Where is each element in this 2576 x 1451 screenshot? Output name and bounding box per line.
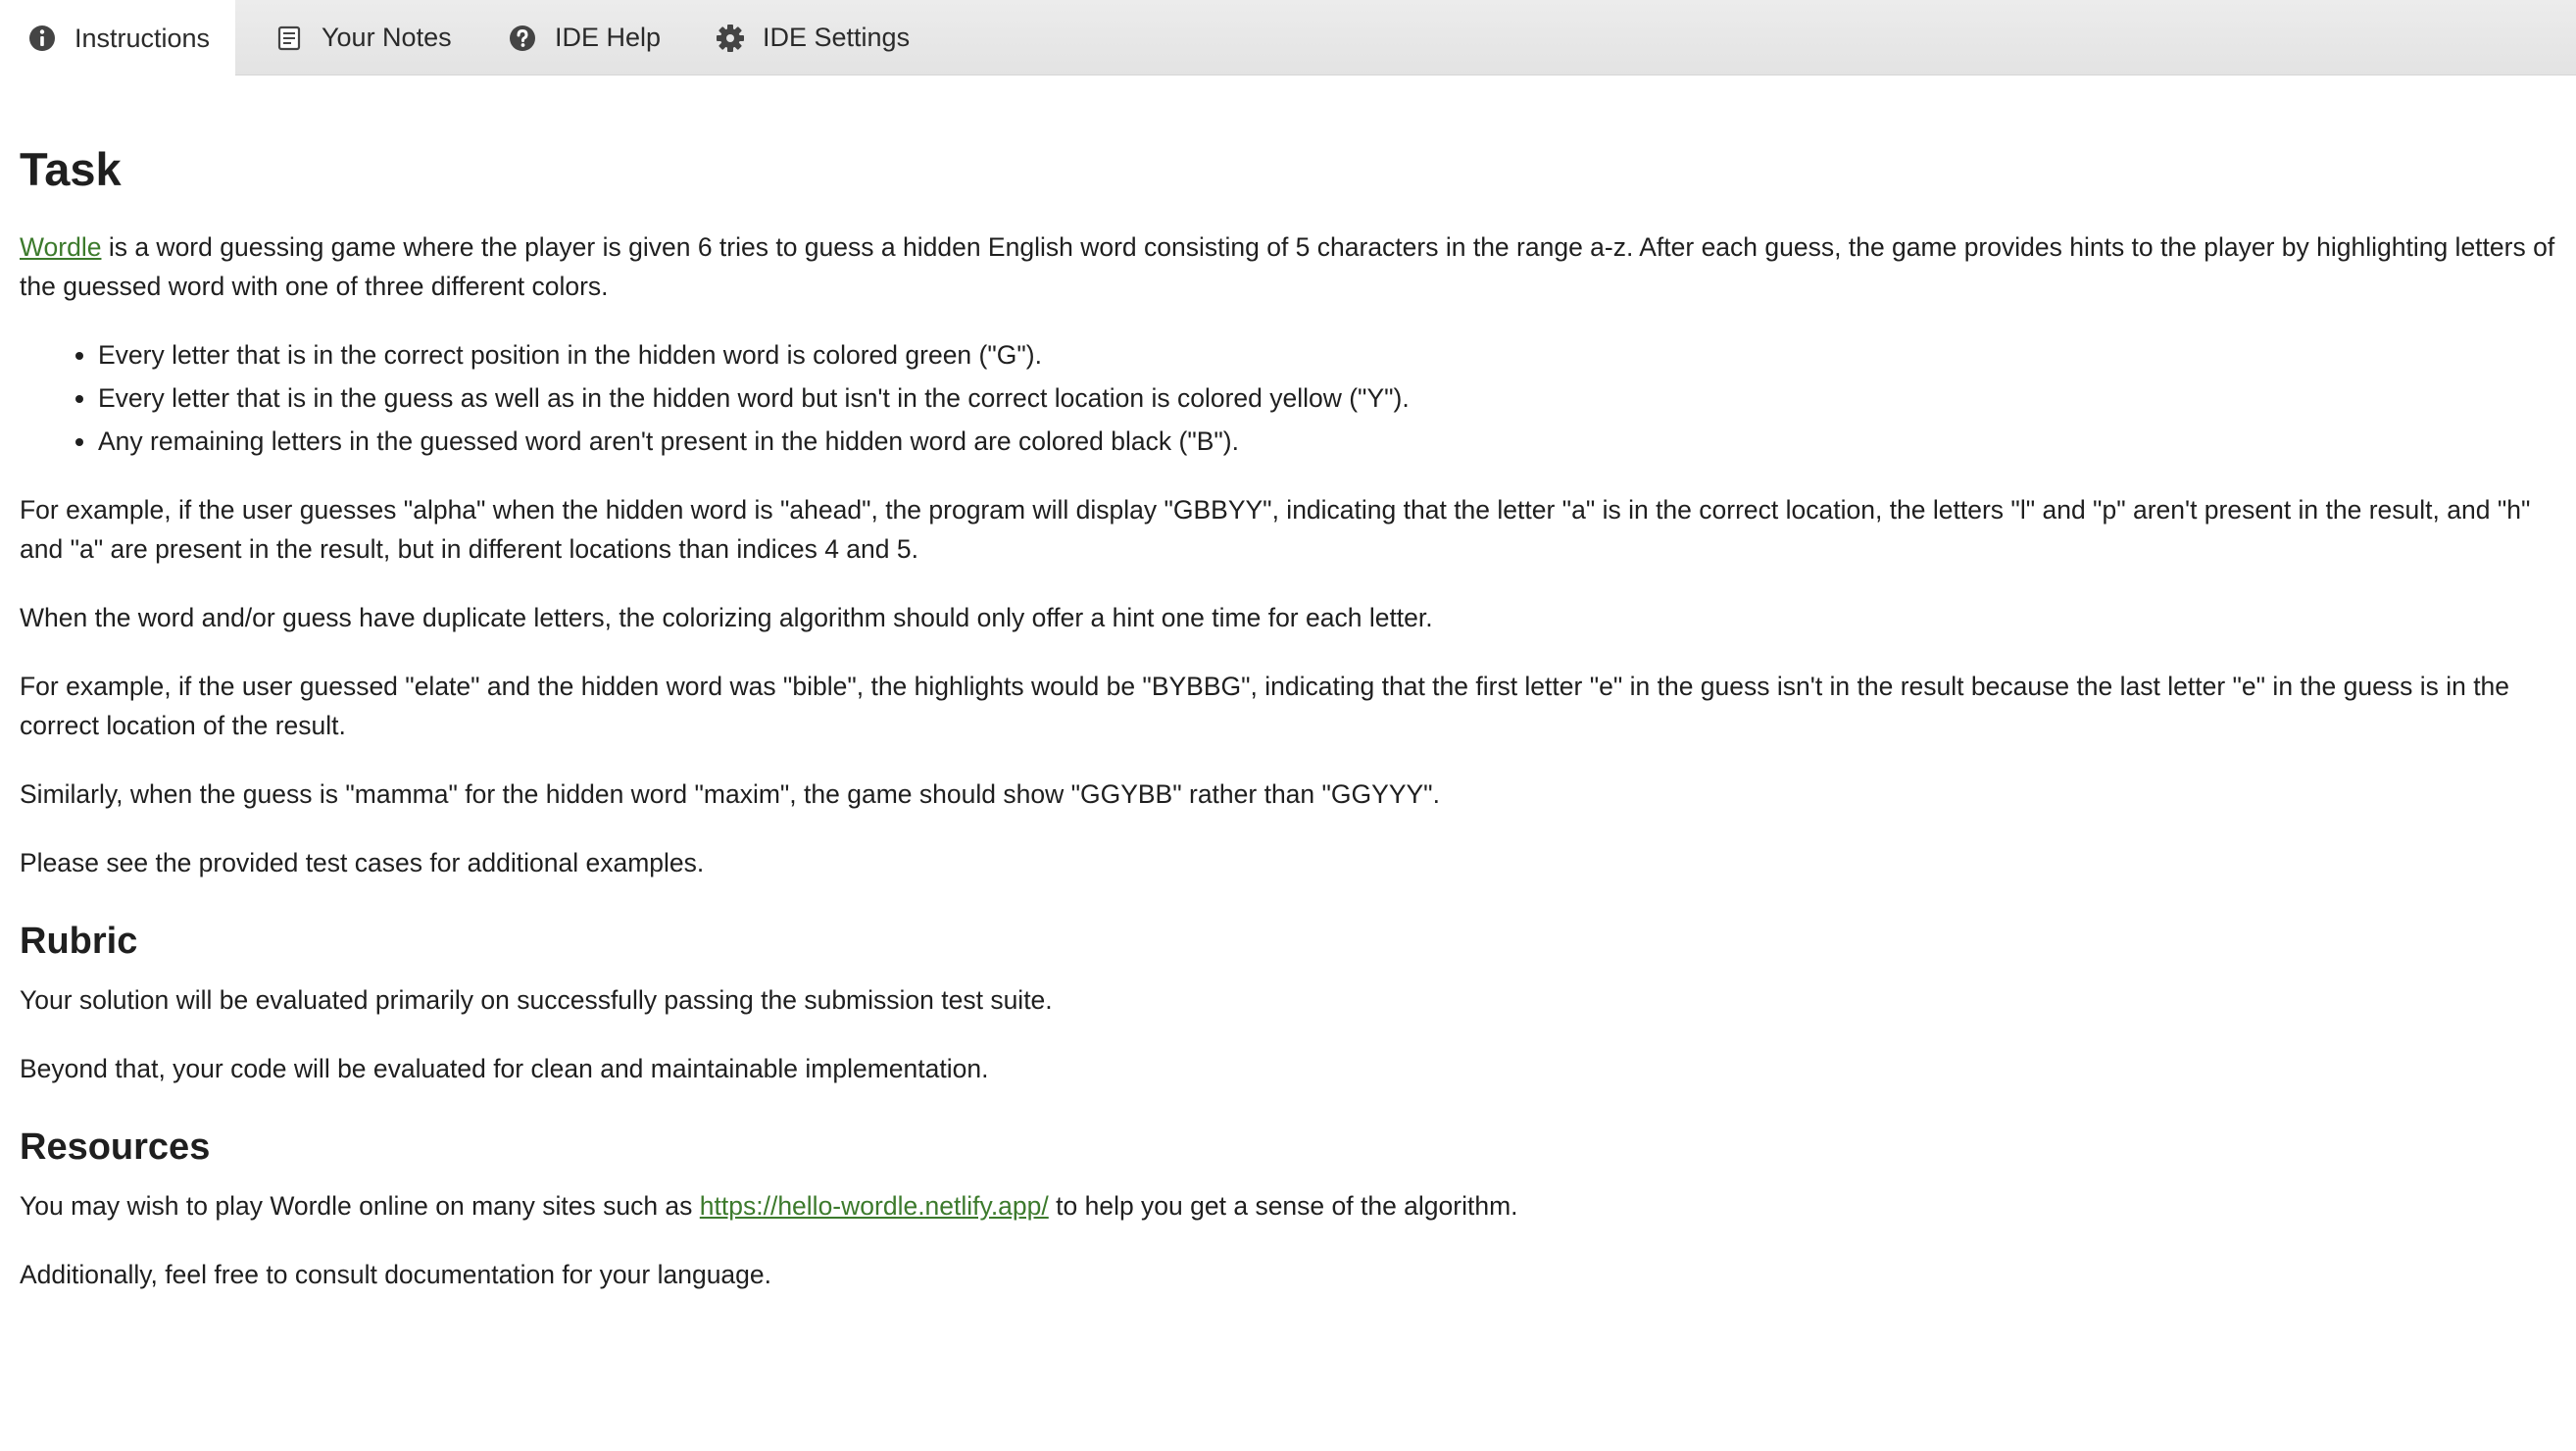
gear-icon xyxy=(716,24,745,53)
instructions-content xyxy=(20,135,2558,1324)
tab-bar xyxy=(0,0,2576,75)
list-item: • Every letter that is in the guess as well as in the hidden word but isn't in the correct location is colored yellow ("Y"). xyxy=(98,378,2558,418)
resources-text-before: You may wish to play Wordle online on many sites such as xyxy=(20,1191,700,1221)
tab-instructions-label: Instructions xyxy=(74,23,211,53)
tab-your-notes[interactable] xyxy=(274,0,452,75)
wordle-link[interactable]: Wordle xyxy=(20,232,102,262)
test-cases-paragraph: Please see the provided test cases for additional examples. xyxy=(20,848,705,877)
task-intro-text: is a word guessing game where the player is given 6 tries to guess a hidden English word consisting of 5 characters in the range a-z. After each guess, the game provides hints to the player by highlighting letters of the guessed word with one of three different colors. xyxy=(20,232,2555,301)
similar-example-paragraph: Similarly, when the guess is "mamma" for the hidden word "maxim", the game should show "GGYBB" rather than "GGYYY". xyxy=(20,779,1440,809)
tab-your-notes-label: Your Notes xyxy=(322,23,452,52)
task-intro xyxy=(20,227,2558,306)
task-heading: Task xyxy=(20,143,122,195)
rubric-heading: Rubric xyxy=(20,921,138,962)
resources-heading: Resources xyxy=(20,1126,211,1168)
tab-instructions[interactable] xyxy=(0,0,235,76)
resources-paragraph-2: Additionally, feel free to consult documentation for your language. xyxy=(20,1260,772,1289)
example-paragraph: For example, if the user guesses "alpha" when the hidden word is "ahead", the program will display "GBBYY", indicating that the letter "a" is in the correct location, the letters "l" and "p" aren't present in the result, and "h" and "a" are present in the result, but in different locations than indices 4 and 5. xyxy=(20,495,2531,564)
info-icon xyxy=(27,24,57,53)
tab-ide-help-label: IDE Help xyxy=(555,23,662,52)
tab-ide-settings-label: IDE Settings xyxy=(763,23,911,52)
notes-icon xyxy=(274,24,304,53)
help-icon xyxy=(508,24,537,53)
resources-text-after: to help you get a sense of the algorithm. xyxy=(1048,1191,1518,1221)
tab-ide-help[interactable] xyxy=(508,0,661,75)
list-item: • Any remaining letters in the guessed word aren't present in the hidden word are colored black ("B"). xyxy=(98,422,2558,461)
hello-wordle-link[interactable]: https://hello-wordle.netlify.app/ xyxy=(699,1191,1049,1221)
tab-ide-settings[interactable] xyxy=(716,0,910,75)
duplicates-paragraph: When the word and/or guess have duplicate letters, the colorizing algorithm should only offer a hint one time for each letter. xyxy=(20,603,1433,632)
color-rules-list xyxy=(20,335,2558,461)
rubric-paragraph-2: Beyond that, your code will be evaluated for clean and maintainable implementation. xyxy=(20,1054,989,1083)
duplicates-example-paragraph: For example, if the user guessed "elate" and the hidden word was "bible", the highlights would be "BYBBG", indicating that the first letter "e" in the guess isn't in the result because the last letter "e" in the guess is in the correct location of the result. xyxy=(20,672,2510,740)
rubric-paragraph-1: Your solution will be evaluated primarily on successfully passing the submission test suite. xyxy=(20,985,1053,1015)
list-item: • Every letter that is in the correct position in the hidden word is colored green ("G"). xyxy=(98,335,2558,375)
resources-paragraph-1 xyxy=(20,1186,2558,1226)
